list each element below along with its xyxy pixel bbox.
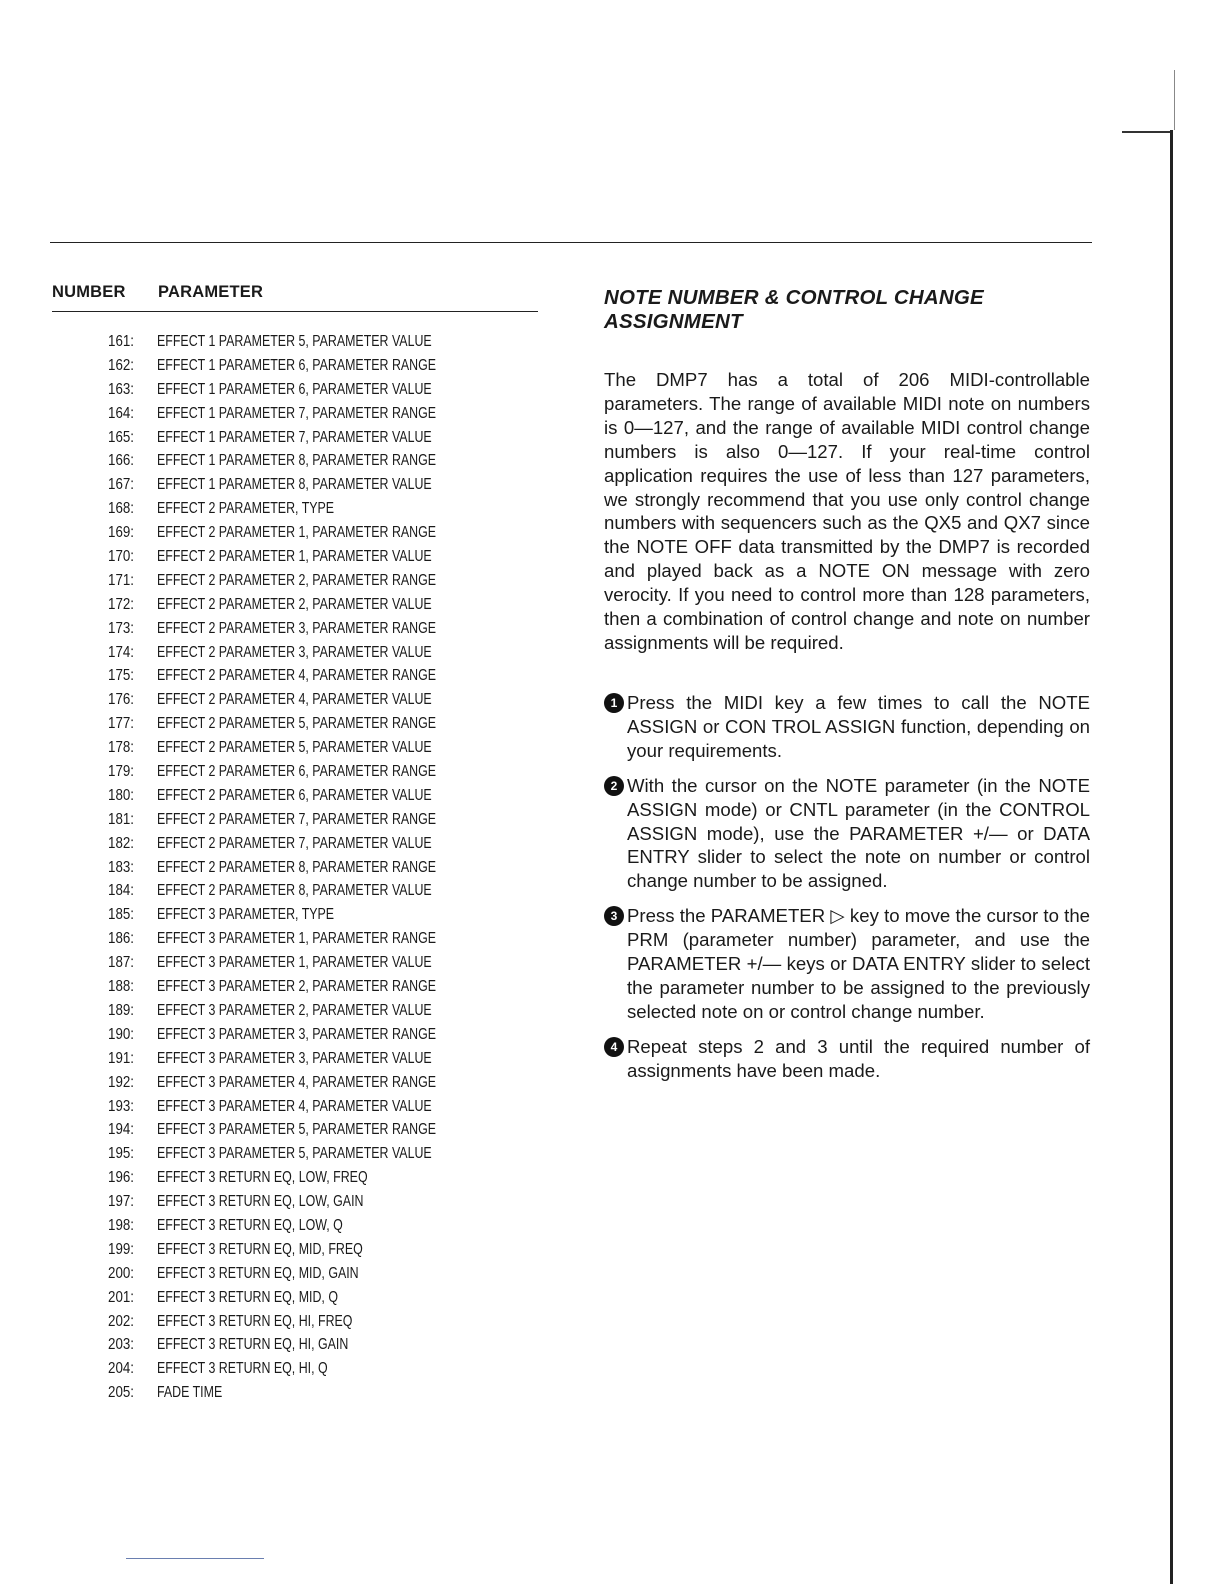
table-header-rule [52,311,538,312]
parameter-number: 183: [108,858,134,876]
parameter-name: EFFECT 3 RETURN EQ, LOW, FREQ [157,1169,368,1187]
parameter-row [52,1262,538,1286]
parameter-name: EFFECT 1 PARAMETER 8, PARAMETER VALUE [157,476,432,494]
parameter-name: EFFECT 3 RETURN EQ, HI, Q [157,1360,328,1378]
parameter-number: 169: [108,524,134,542]
step-number-badge: 1 [604,693,624,713]
parameter-number: 172: [108,595,134,613]
parameter-row [52,354,538,378]
parameter-number: 196: [108,1169,134,1187]
parameter-row [52,497,538,521]
parameter-row [52,784,538,808]
parameter-name: EFFECT 2 PARAMETER 2, PARAMETER RANGE [157,571,437,589]
parameter-name: EFFECT 2 PARAMETER 4, PARAMETER RANGE [157,667,437,685]
parameter-name: EFFECT 3 PARAMETER 4, PARAMETER VALUE [157,1097,432,1115]
parameter-row [52,1333,538,1357]
parameter-row [52,617,538,641]
parameter-row [52,832,538,856]
parameter-row [52,1190,538,1214]
parameter-name: FADE TIME [157,1384,223,1402]
parameter-row [52,330,538,354]
page-edge-line [1170,130,1173,1584]
step-item [604,904,1090,1024]
parameter-row [52,712,538,736]
parameter-row [52,760,538,784]
parameter-number: 188: [108,978,134,996]
parameter-name: EFFECT 2 PARAMETER 2, PARAMETER VALUE [157,595,432,613]
parameter-row [52,951,538,975]
bottom-mark-line [126,1558,264,1559]
parameter-row [52,664,538,688]
parameter-name: EFFECT 3 PARAMETER 2, PARAMETER VALUE [157,1001,432,1019]
parameter-row [52,1238,538,1262]
parameter-name: EFFECT 3 RETURN EQ, MID, Q [157,1288,338,1306]
parameter-number: 190: [108,1025,134,1043]
parameter-row [52,1286,538,1310]
parameter-name: EFFECT 3 PARAMETER 5, PARAMETER RANGE [157,1121,437,1139]
parameter-number: 186: [108,930,134,948]
parameter-name: EFFECT 3 PARAMETER 4, PARAMETER RANGE [157,1073,437,1091]
parameter-row [52,1023,538,1047]
parameter-name: EFFECT 1 PARAMETER 6, PARAMETER RANGE [157,356,437,374]
parameter-number: 202: [108,1312,134,1330]
parameter-row [52,1357,538,1381]
parameter-name: EFFECT 2 PARAMETER 8, PARAMETER RANGE [157,858,437,876]
parameter-number: 166: [108,452,134,470]
parameter-number: 171: [108,571,134,589]
parameter-name: EFFECT 3 RETURN EQ, MID, FREQ [157,1240,363,1258]
step-item [604,1035,1090,1083]
parameter-row [52,641,538,665]
parameter-number: 189: [108,1001,134,1019]
step-number-badge: 4 [604,1037,624,1057]
parameter-number: 165: [108,428,134,446]
parameter-name: EFFECT 3 PARAMETER 3, PARAMETER RANGE [157,1025,437,1043]
parameter-name: EFFECT 1 PARAMETER 7, PARAMETER RANGE [157,404,437,422]
parameter-number: 182: [108,834,134,852]
step-item [604,774,1090,894]
parameter-row [52,1166,538,1190]
parameter-number: 184: [108,882,134,900]
parameter-row [52,1310,538,1334]
parameter-number: 163: [108,380,134,398]
parameter-name: EFFECT 3 PARAMETER 1, PARAMETER VALUE [157,954,432,972]
top-rule [50,242,1092,243]
steps-list [604,691,1090,1083]
parameter-row [52,521,538,545]
parameter-name: EFFECT 3 RETURN EQ, LOW, GAIN [157,1193,364,1211]
parameter-name: EFFECT 3 PARAMETER, TYPE [157,906,335,924]
parameter-number: 194: [108,1121,134,1139]
parameter-name: EFFECT 2 PARAMETER 5, PARAMETER RANGE [157,715,437,733]
parameter-row [52,927,538,951]
parameter-name: EFFECT 2 PARAMETER 5, PARAMETER VALUE [157,739,432,757]
parameter-column-header: PARAMETER [158,283,264,301]
parameter-number: 203: [108,1336,134,1354]
parameter-row [52,1142,538,1166]
parameter-name: EFFECT 2 PARAMETER 7, PARAMETER RANGE [157,810,437,828]
page-edge-tick [1122,131,1172,133]
parameter-number: 201: [108,1288,134,1306]
parameter-number: 195: [108,1145,134,1163]
parameter-name: EFFECT 2 PARAMETER 1, PARAMETER VALUE [157,548,432,566]
parameter-name: EFFECT 2 PARAMETER, TYPE [157,500,335,518]
parameter-row [52,449,538,473]
parameter-row [52,402,538,426]
parameter-number: 178: [108,739,134,757]
page-edge-thin [1174,70,1175,130]
parameter-name: EFFECT 2 PARAMETER 3, PARAMETER RANGE [157,619,437,637]
parameter-number: 179: [108,763,134,781]
parameter-number: 164: [108,404,134,422]
parameter-row [52,569,538,593]
parameter-row [52,1047,538,1071]
section-title: NOTE NUMBER & CONTROL CHANGE ASSIGNMENT [604,286,984,333]
parameter-number: 193: [108,1097,134,1115]
parameter-name: EFFECT 3 PARAMETER 1, PARAMETER RANGE [157,930,437,948]
parameter-row [52,903,538,927]
parameter-name: EFFECT 2 PARAMETER 1, PARAMETER RANGE [157,524,437,542]
parameter-name: EFFECT 3 RETURN EQ, MID, GAIN [157,1264,359,1282]
step-item [604,691,1090,763]
parameter-row [52,999,538,1023]
parameter-name: EFFECT 2 PARAMETER 3, PARAMETER VALUE [157,643,432,661]
parameter-number: 180: [108,786,134,804]
parameter-row [52,1071,538,1095]
parameter-number: 191: [108,1049,134,1067]
parameter-row [52,593,538,617]
parameter-number: 197: [108,1193,134,1211]
parameter-number: 161: [108,333,134,350]
parameter-name: EFFECT 1 PARAMETER 6, PARAMETER VALUE [157,380,432,398]
parameter-number: 205: [108,1384,134,1402]
parameter-row [52,426,538,450]
parameter-row [52,1214,538,1238]
parameter-row [52,736,538,760]
parameter-name: EFFECT 3 RETURN EQ, HI, FREQ [157,1312,353,1330]
parameter-name: EFFECT 2 PARAMETER 7, PARAMETER VALUE [157,834,432,852]
parameter-name: EFFECT 2 PARAMETER 6, PARAMETER VALUE [157,786,432,804]
parameter-row [52,856,538,880]
parameter-number: 167: [108,476,134,494]
parameter-name: EFFECT 3 RETURN EQ, LOW, Q [157,1216,343,1234]
parameter-name: EFFECT 3 RETURN EQ, HI, GAIN [157,1336,349,1354]
parameter-name: EFFECT 1 PARAMETER 5, PARAMETER VALUE [157,333,432,350]
parameter-number: 200: [108,1264,134,1282]
parameter-name: EFFECT 1 PARAMETER 8, PARAMETER RANGE [157,452,437,470]
parameter-name: EFFECT 3 PARAMETER 3, PARAMETER VALUE [157,1049,432,1067]
step-text: Repeat steps 2 and 3 until the required number of assignments have been made. [627,1035,1090,1081]
parameter-number: 181: [108,810,134,828]
parameter-row [52,545,538,569]
parameter-row [52,808,538,832]
parameter-row [52,879,538,903]
parameter-number: 175: [108,667,134,685]
parameter-row [52,378,538,402]
parameter-list [52,330,538,1405]
step-text: With the cursor on the NOTE parameter (in the NOTE ASSIGN mode) or CNTL parameter (in the CONTROL ASSIGN mode), use the PARAMETER +/— or DATA ENTRY slider to select the note on number or control change number to be assigned. [627,774,1090,892]
parameter-number: 187: [108,954,134,972]
parameter-name: EFFECT 2 PARAMETER 4, PARAMETER VALUE [157,691,432,709]
parameter-row [52,473,538,497]
parameter-number: 168: [108,500,134,518]
parameter-name: EFFECT 3 PARAMETER 5, PARAMETER VALUE [157,1145,432,1163]
parameter-row [52,1381,538,1405]
parameter-number: 162: [108,356,134,374]
parameter-row [52,975,538,999]
step-text: Press the PARAMETER ▷ key to move the cursor to the PRM (parameter number) parameter, and use the PARAMETER +/— keys or DATA ENTRY slider to select the parameter number to be assigned to the previously selected note on or control change number. [627,905,1090,1022]
parameter-number: 192: [108,1073,134,1091]
parameter-number: 176: [108,691,134,709]
parameter-row [52,1095,538,1119]
parameter-number: 173: [108,619,134,637]
step-number-badge: 3 [604,906,624,926]
parameter-row [52,688,538,712]
parameter-number: 170: [108,548,134,566]
parameter-number: 204: [108,1360,134,1378]
parameter-number: 199: [108,1240,134,1258]
step-number-badge: 2 [604,776,624,796]
parameter-number: 177: [108,715,134,733]
parameter-row [52,1118,538,1142]
number-column-header: NUMBER [52,283,126,301]
parameter-name: EFFECT 2 PARAMETER 6, PARAMETER RANGE [157,763,437,781]
parameter-name: EFFECT 1 PARAMETER 7, PARAMETER VALUE [157,428,432,446]
parameter-name: EFFECT 2 PARAMETER 8, PARAMETER VALUE [157,882,432,900]
parameter-number: 174: [108,643,134,661]
parameter-number: 185: [108,906,134,924]
parameter-number: 198: [108,1216,134,1234]
step-text: Press the MIDI key a few times to call the NOTE ASSIGN or CON TROL ASSIGN function, depending on your requirements. [627,692,1090,761]
parameter-name: EFFECT 3 PARAMETER 2, PARAMETER RANGE [157,978,437,996]
intro-paragraph: The DMP7 has a total of 206 MIDI-controllable parameters. The range of available MIDI note on numbers is 0—127, and the range of available MIDI control change numbers is also 0—127. If your real-time control application requires the use of less than 127 parameters, we strongly recommend that you use only control change numbers with sequencers such as the QX5 and QX7 since the NOTE OFF data transmitted by the DMP7 is recorded and played back as a NOTE ON message with zero verocity. If you need to control more than 128 parameters, then a combination of control change and note on number assignments will be required. [604,369,1090,653]
